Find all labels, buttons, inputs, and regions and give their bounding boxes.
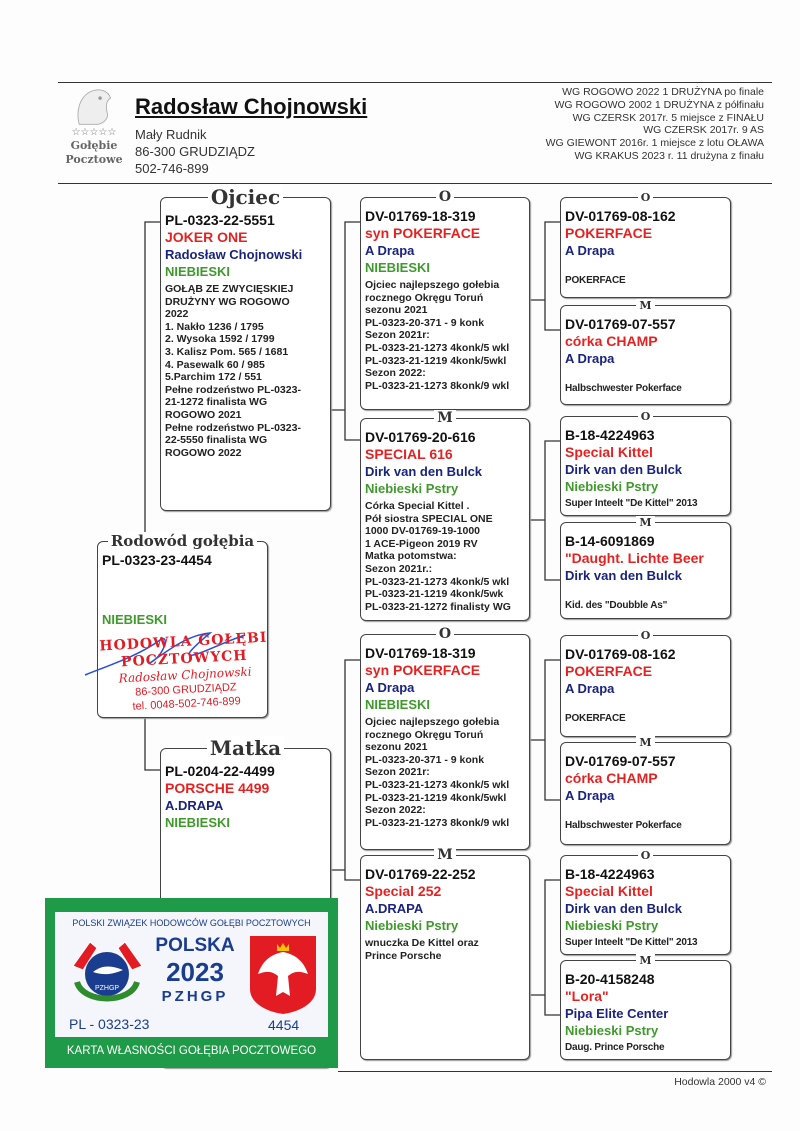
logo-text-1: Gołębie xyxy=(70,139,118,152)
note-line: PL-0323-21-1272 finalisty WG xyxy=(365,600,511,613)
box-legend-text: M xyxy=(434,847,456,863)
box-legend xyxy=(361,189,529,206)
note-line: 22-5550 finalista WG xyxy=(165,434,268,447)
pigeon-name: POKERFACE xyxy=(565,663,653,679)
ring-number: B-14-6091869 xyxy=(565,533,655,549)
stamp-line: POCZTOWYCH xyxy=(120,647,248,671)
note-line: 21-1272 finalista WG xyxy=(165,396,268,409)
card-ring-prefix: PL - 0323-23 xyxy=(69,1016,150,1032)
card-footer: KARTA WŁASNOŚCI GOŁĘBIA POCZTOWEGO xyxy=(66,1045,317,1057)
note-line: ROGOWO 2022 xyxy=(165,446,242,459)
box-legend xyxy=(561,629,730,642)
pedigree-box-gen3 xyxy=(560,629,731,737)
ring-number: DV-01769-07-557 xyxy=(565,753,676,769)
box-legend-text: Ojciec xyxy=(208,185,283,209)
pigeon-name: syn POKERFACE xyxy=(365,662,481,678)
box-legend xyxy=(561,410,730,423)
ring-number: DV-01769-18-319 xyxy=(365,208,476,224)
address-line: 86-300 GRUDZIĄDZ xyxy=(135,144,255,159)
card-ring-number: 4454 xyxy=(268,1017,300,1033)
pedigree-box-gen2 xyxy=(360,189,530,410)
ownership-card xyxy=(45,898,338,1068)
pedigree-box-gen3 xyxy=(560,736,731,845)
ring-number: B-20-4158248 xyxy=(565,971,655,987)
phone: 502-746-899 xyxy=(135,161,209,176)
ring-number: B-18-4224963 xyxy=(565,866,655,882)
pigeon-color: Niebieski Pstry xyxy=(565,1023,659,1038)
polish-eagle-icon xyxy=(248,934,318,1014)
note-line: Pełne rodzeństwo PL-0323- xyxy=(165,383,301,396)
note-line: 2. Wysoka 1592 / 1799 xyxy=(165,333,275,346)
pigeon-color: NIEBIESKI xyxy=(165,815,231,830)
pedigree-box-gen2 xyxy=(360,626,530,850)
note-line: Sezon 2021r: xyxy=(365,766,430,779)
note-line: Super Inteelt "De Kittel" 2013 xyxy=(565,937,698,948)
breeder: A.DRAPA xyxy=(365,901,424,916)
box-legend-text: O xyxy=(638,410,654,423)
box-legend-text: M xyxy=(636,954,654,967)
note-line: rocznego Okręgu Toruń xyxy=(365,291,484,304)
stamp-line: tel. 0048-502-746-899 xyxy=(132,695,242,713)
breeder: A.DRAPA xyxy=(165,798,224,813)
box-notes xyxy=(565,937,726,949)
box-notes xyxy=(565,600,726,612)
breeder: A Drapa xyxy=(565,243,615,258)
box-notes xyxy=(565,1042,726,1054)
pigeon-name: Special 252 xyxy=(365,883,442,899)
breeder-name: Radosław Chojnowski xyxy=(135,94,368,119)
pedigree-box-gen2 xyxy=(360,410,530,621)
breeder: A Drapa xyxy=(565,788,615,803)
box-notes xyxy=(565,498,726,510)
achievement-line: WG KRAKUS 2023 r. 11 drużyna z finału xyxy=(574,149,764,162)
pigeon-color: Niebieski Pstry xyxy=(565,479,659,494)
ring-number: DV-01769-18-319 xyxy=(365,645,476,661)
box-legend xyxy=(561,849,730,862)
box-legend xyxy=(561,191,730,204)
achievement-line: WG CZERSK 2017r. 5 miejsce z FINAŁU xyxy=(572,111,764,124)
note-line: Córka Special Kittel . xyxy=(365,500,470,512)
box-legend xyxy=(161,185,330,209)
note-line: POKERFACE xyxy=(565,275,626,286)
pigeon-name: córka CHAMP xyxy=(565,333,658,349)
note-line: PL-0323-21-1273 4konk/5 wkl xyxy=(365,778,510,791)
ring-number: DV-01769-20-616 xyxy=(365,429,476,445)
box-legend-text: M xyxy=(636,516,654,529)
breeder: Dirk van den Bulck xyxy=(565,568,683,583)
pigeon-color: Niebieski Pstry xyxy=(365,918,459,933)
breeder: Pipa Elite Center xyxy=(565,1006,669,1021)
box-legend-text: O xyxy=(638,191,654,204)
box-notes xyxy=(165,283,326,459)
pigeon-name: "Lora" xyxy=(565,988,609,1004)
note-line: Kid. des "Doubble As" xyxy=(565,600,668,611)
ring-number: DV-01769-08-162 xyxy=(565,208,676,224)
achievement-line: WG CZERSK 2017r. 9 AS xyxy=(643,124,764,137)
note-line: PL-0323-21-1219 4konk/5wk xyxy=(365,588,504,601)
box-legend xyxy=(361,626,529,643)
pigeon-color: NIEBIESKI xyxy=(365,260,431,275)
pedigree-box-gen3 xyxy=(560,191,731,298)
pedigree-box-gen3 xyxy=(560,410,731,516)
pigeon-name: córka CHAMP xyxy=(565,770,658,786)
achievement-line: WG GIEWONT 2016r. 1 miejsce z lotu OŁAWA xyxy=(545,137,764,150)
box-notes xyxy=(365,500,525,613)
pigeon-color xyxy=(565,584,726,598)
box-legend-text: M xyxy=(636,299,654,312)
note-line: Prince Porsche xyxy=(365,949,442,962)
pedigree-box-gen3 xyxy=(560,516,731,619)
pigeon-name: JOKER ONE xyxy=(165,229,248,245)
ring-number: PL-0204-22-4499 xyxy=(165,763,275,779)
ring-number: DV-01769-08-162 xyxy=(565,646,676,662)
note-line: 1. Nakło 1236 / 1795 xyxy=(165,320,264,333)
box-notes xyxy=(565,713,726,725)
note-line: PL-0323-21-1219 4konk/5wkl xyxy=(365,354,507,367)
box-legend-text: O xyxy=(638,629,654,642)
pigeon-color xyxy=(565,259,726,273)
card-year: 2023 xyxy=(166,957,224,987)
box-legend xyxy=(161,736,330,760)
note-line: wnuczka De Kittel oraz xyxy=(365,937,479,949)
breeder: Dirk van den Bulck xyxy=(365,464,483,479)
note-line: Sezon 2021r: xyxy=(365,329,430,342)
note-line: Ojciec najlepszego gołebia xyxy=(365,716,500,728)
box-legend xyxy=(561,736,730,749)
card-title xyxy=(155,934,235,1006)
software-credit: Hodowla 2000 v4 © xyxy=(674,1076,766,1088)
box-legend-text: M xyxy=(434,410,456,426)
card-abbr: PZHGP xyxy=(161,988,229,1005)
logo-text-2: Pocztowe xyxy=(65,153,123,166)
box-legend xyxy=(561,516,730,529)
note-line: Pełne rodzeństwo PL-0323- xyxy=(165,421,301,434)
note-line: Matka potomstwa: xyxy=(365,550,457,563)
box-notes xyxy=(565,820,726,832)
box-notes xyxy=(565,275,726,287)
box-legend-text: O xyxy=(436,189,454,205)
box-legend-text: Matka xyxy=(207,736,284,760)
pigeon-name: "Daught. Lichte Beer xyxy=(565,550,704,566)
note-line: Super Inteelt "De Kittel" 2013 xyxy=(565,498,698,509)
box-notes xyxy=(365,937,525,962)
box-legend-text: O xyxy=(436,626,454,642)
pedigree-box-gen3 xyxy=(560,849,731,955)
breeder: A Drapa xyxy=(365,680,415,695)
pedigree-box-gen3 xyxy=(560,954,731,1060)
note-line: PL-0323-20-371 - 9 konk xyxy=(365,753,485,766)
note-line: rocznego Okręgu Toruń xyxy=(365,728,484,741)
card-country: POLSKA xyxy=(155,935,235,956)
breeder: Dirk van den Bulck xyxy=(565,901,683,916)
note-line: 2022 xyxy=(165,308,189,321)
note-line: PL-0323-21-1273 4konk/5 wkl xyxy=(365,341,510,354)
note-line: Sezon 2022: xyxy=(365,367,426,380)
note-line: GOŁĄB ZE ZWYCIĘSKIEJ xyxy=(165,283,294,295)
note-line: PL-0323-21-1273 8konk/9 wkl xyxy=(365,379,510,392)
footer-rule xyxy=(338,1071,772,1072)
pigeon-name: Special Kittel xyxy=(565,883,653,899)
address-line: Mały Rudnik xyxy=(135,127,207,142)
box-legend xyxy=(561,299,730,312)
note-line: PL-0323-21-1273 4konk/5 wkl xyxy=(365,575,510,588)
note-line: POKERFACE xyxy=(565,713,626,724)
note-line: 3. Kalisz Pom. 565 / 1681 xyxy=(165,345,289,358)
box-notes xyxy=(565,383,726,395)
pedigree-box-father xyxy=(160,185,331,511)
note-line: Halbschwester Pokerface xyxy=(565,383,682,394)
achievement-line: WG ROGOWO 2022 1 DRUŻYNA po finale xyxy=(562,86,764,98)
box-legend xyxy=(561,954,730,967)
note-line: Daug. Prince Porsche xyxy=(565,1042,665,1053)
pzhgp-emblem-icon xyxy=(65,936,150,1011)
stamp-line: HODOWLA GOŁĘBI xyxy=(98,629,268,655)
pigeon-color: Niebieski Pstry xyxy=(365,481,459,496)
breeder: A Drapa xyxy=(565,351,615,366)
box-legend-text: M xyxy=(636,736,654,749)
note-line: ROGOWO 2021 xyxy=(165,408,242,421)
pigeon-color: NIEBIESKI xyxy=(102,612,168,627)
note-line: 4. Pasewalk 60 / 985 xyxy=(165,358,265,371)
note-line: sezonu 2021 xyxy=(365,741,428,754)
note-line: Halbschwester Pokerface xyxy=(565,820,682,831)
achievement-line: WG ROGOWO 2002 1 DRUŻYNA z półfinału xyxy=(554,98,764,111)
pigeon-name: SPECIAL 616 xyxy=(365,446,453,462)
pigeon-name: PORSCHE 4499 xyxy=(165,780,270,796)
note-line: 5.Parchim 172 / 551 xyxy=(165,371,262,384)
note-line: 1000 DV-01769-19-1000 xyxy=(365,525,481,538)
stamp-line: 86-300 GRUDZIĄDZ xyxy=(134,681,237,699)
stamp xyxy=(88,629,282,716)
pigeon-color: NIEBIESKI xyxy=(165,264,231,279)
pigeon-color xyxy=(565,804,726,818)
box-legend-text: O xyxy=(638,849,654,862)
pigeon-name: POKERFACE xyxy=(565,225,653,241)
note-line: PL-0323-21-1273 8konk/9 wkl xyxy=(365,816,510,829)
pigeon-name: Special Kittel xyxy=(565,444,653,460)
pigeon-color: NIEBIESKI xyxy=(365,697,431,712)
note-line: Ojciec najlepszego gołebia xyxy=(365,279,500,291)
pigeon-color xyxy=(565,697,726,711)
box-legend-text: Rodowód gołębia xyxy=(108,532,257,550)
note-line: Pół siostra SPECIAL ONE xyxy=(365,512,493,525)
note-line: Sezon 2022: xyxy=(365,804,426,817)
ring-number: B-18-4224963 xyxy=(565,427,655,443)
box-notes xyxy=(365,279,525,392)
breeder: Radosław Chojnowski xyxy=(165,247,303,262)
note-line: Sezon 2021r.: xyxy=(365,562,433,575)
note-line: sezonu 2021 xyxy=(365,304,428,317)
emblem-text: PZHGP xyxy=(94,985,120,992)
ring-number: DV-01769-22-252 xyxy=(365,866,476,882)
breeder: A Drapa xyxy=(365,243,415,258)
ring-number: DV-01769-07-557 xyxy=(565,316,676,332)
box-legend xyxy=(361,410,529,427)
note-line: PL-0323-20-371 - 9 konk xyxy=(365,316,485,329)
note-line: 1 ACE-Pigeon 2019 RV xyxy=(365,537,478,550)
breeder: A Drapa xyxy=(565,681,615,696)
box-legend xyxy=(361,847,529,864)
breeder: Dirk van den Bulck xyxy=(565,462,683,477)
box-legend xyxy=(98,532,267,550)
card-org: POLSKI ZWIĄZEK HODOWCÓW GOŁĘBI POCZTOWYCH xyxy=(72,918,311,928)
box-notes xyxy=(365,716,525,829)
pigeon-color xyxy=(565,367,726,381)
ring-number: PL-0323-23-4454 xyxy=(102,552,212,568)
logo-stars: ☆☆☆☆☆ xyxy=(71,127,117,138)
pedigree-box-gen3 xyxy=(560,299,731,405)
ring-number: PL-0323-22-5551 xyxy=(165,212,275,228)
pedigree-box-gen2 xyxy=(360,847,530,1060)
note-line: PL-0323-21-1219 4konk/5wkl xyxy=(365,791,507,804)
stamp-line: Radosław Chojnowski xyxy=(118,664,252,686)
note-line: DRUŻYNY WG ROGOWO xyxy=(165,295,290,308)
pigeon-name: syn POKERFACE xyxy=(365,225,481,241)
pigeon-color: Niebieski Pstry xyxy=(565,918,659,933)
